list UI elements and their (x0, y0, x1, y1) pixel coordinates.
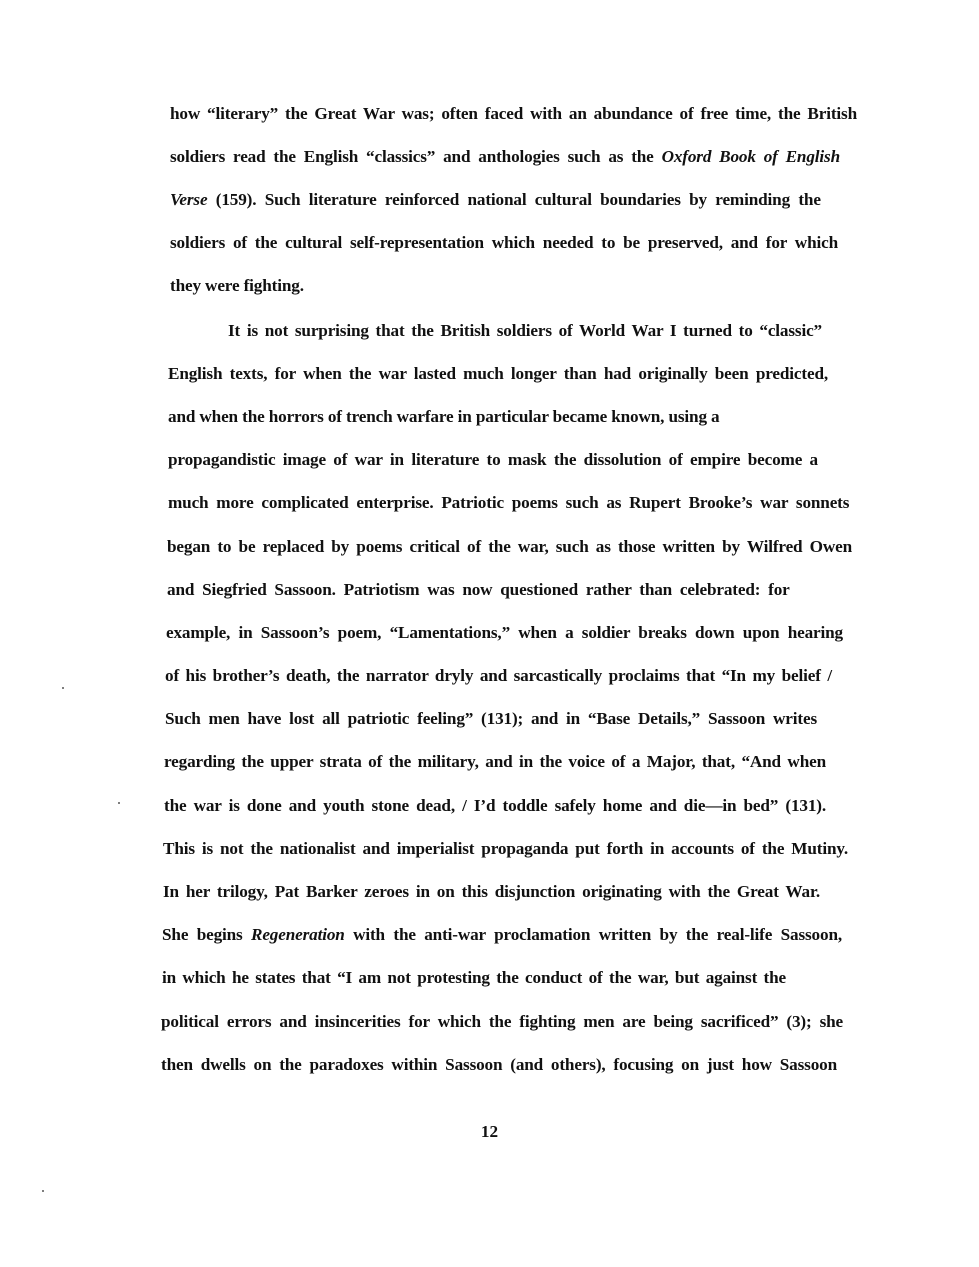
text-run: example, in Sassoon’s poem, “Lamentations,” when a soldier breaks down upon hearing (166, 623, 843, 642)
text-line (0, 489, 979, 517)
line-content (163, 835, 848, 863)
italic-title: Verse (170, 190, 208, 209)
line-content (168, 360, 828, 388)
scan-speck (62, 687, 64, 689)
page-number: 12 (480, 1122, 499, 1141)
text-line (0, 619, 979, 647)
text-run: It is not surprising that the British soldiers of World War I turned to “classic” (228, 321, 822, 340)
text-run: She begins (162, 925, 251, 944)
text-line (0, 878, 979, 906)
line-content (162, 921, 842, 949)
text-run: propagandistic image of war in literature to mask the dissolution of empire become a (168, 450, 818, 469)
text-line (0, 662, 979, 690)
text-run: and Siegfried Sassoon. Patriotism was now questioned rather than celebrated: for (167, 580, 790, 599)
text-line (0, 100, 979, 128)
text-run: then dwells on the paradoxes within Sassoon (and others), focusing on just how Sassoon (161, 1055, 837, 1074)
italic-title: Regeneration (251, 925, 345, 944)
text-line (0, 186, 979, 214)
line-content (164, 748, 826, 776)
text-line (0, 143, 979, 171)
text-run: soldiers of the cultural self-representation which needed to be preserved, and for which (170, 233, 838, 252)
text-run: This is not the nationalist and imperialist propaganda put forth in accounts of the Mutiny. (163, 839, 848, 858)
line-content (170, 272, 304, 300)
text-line (0, 533, 979, 561)
text-run: In her trilogy, Pat Barker zeroes in on this disjunction originating with the Great War. (163, 882, 820, 901)
scan-speck (42, 1190, 44, 1192)
text-run: they were fighting. (170, 276, 304, 295)
scan-speck (118, 802, 120, 804)
line-content (228, 317, 822, 345)
text-run: of his brother’s death, the narrator dryly and sarcastically proclaims that “In my belief / (165, 666, 832, 685)
text-run: much more complicated enterprise. Patriotic poems such as Rupert Brooke’s war sonnets (168, 493, 850, 512)
text-line (0, 835, 979, 863)
line-content (168, 403, 719, 431)
text-line (0, 792, 979, 820)
line-content (164, 792, 826, 820)
text-run: (159). Such literature reinforced national cultural boundaries by reminding the (207, 190, 821, 209)
text-line (0, 317, 979, 345)
text-line (0, 921, 979, 949)
text-line (0, 964, 979, 992)
text-run: with the anti-war proclamation written by the real-life Sassoon, (344, 925, 843, 944)
text-run: and when the horrors of trench warfare in particular became known, using a (168, 407, 720, 426)
text-run: how “literary” the Great War was; often faced with an abundance of free time, the British (170, 104, 857, 123)
line-content (168, 489, 849, 517)
line-content (162, 964, 786, 992)
text-run: political errors and insincerities for which the fighting men are being sacrificed” (3); she (161, 1012, 843, 1031)
line-content (170, 143, 840, 171)
text-line (0, 748, 979, 776)
italic-title: Oxford Book of English (661, 147, 840, 166)
line-content (170, 186, 821, 214)
text-line (0, 272, 979, 300)
text-line (0, 1008, 979, 1036)
line-content (165, 705, 817, 733)
line-content (167, 576, 790, 604)
text-run: the war is done and youth stone dead, / I’d toddle safely home and die—in bed” (131). (164, 796, 826, 815)
text-line (0, 705, 979, 733)
text-line (0, 446, 979, 474)
line-content (166, 619, 843, 647)
text-run: soldiers read the English “classics” and anthologies such as the (170, 147, 662, 166)
text-run: English texts, for when the war lasted much longer than had originally been predicted, (168, 364, 828, 383)
text-run: began to be replaced by poems critical of the war, such as those written by Wilfred Owen (167, 537, 852, 556)
line-content (161, 1051, 837, 1079)
line-content (170, 100, 857, 128)
line-content (167, 533, 852, 561)
text-line (0, 403, 979, 431)
text-line (0, 576, 979, 604)
line-content (161, 1008, 843, 1036)
text-run: in which he states that “I am not protesting the conduct of the war, but against the (162, 968, 786, 987)
line-content (168, 446, 818, 474)
text-line (0, 229, 979, 257)
text-line (0, 360, 979, 388)
line-content (170, 229, 838, 257)
text-run: regarding the upper strata of the military, and in the voice of a Major, that, “And when (164, 752, 826, 771)
text-run: Such men have lost all patriotic feeling” (131); and in “Base Details,” Sassoon writes (165, 709, 817, 728)
line-content (163, 878, 820, 906)
line-content (165, 662, 832, 690)
text-line (0, 1051, 979, 1079)
